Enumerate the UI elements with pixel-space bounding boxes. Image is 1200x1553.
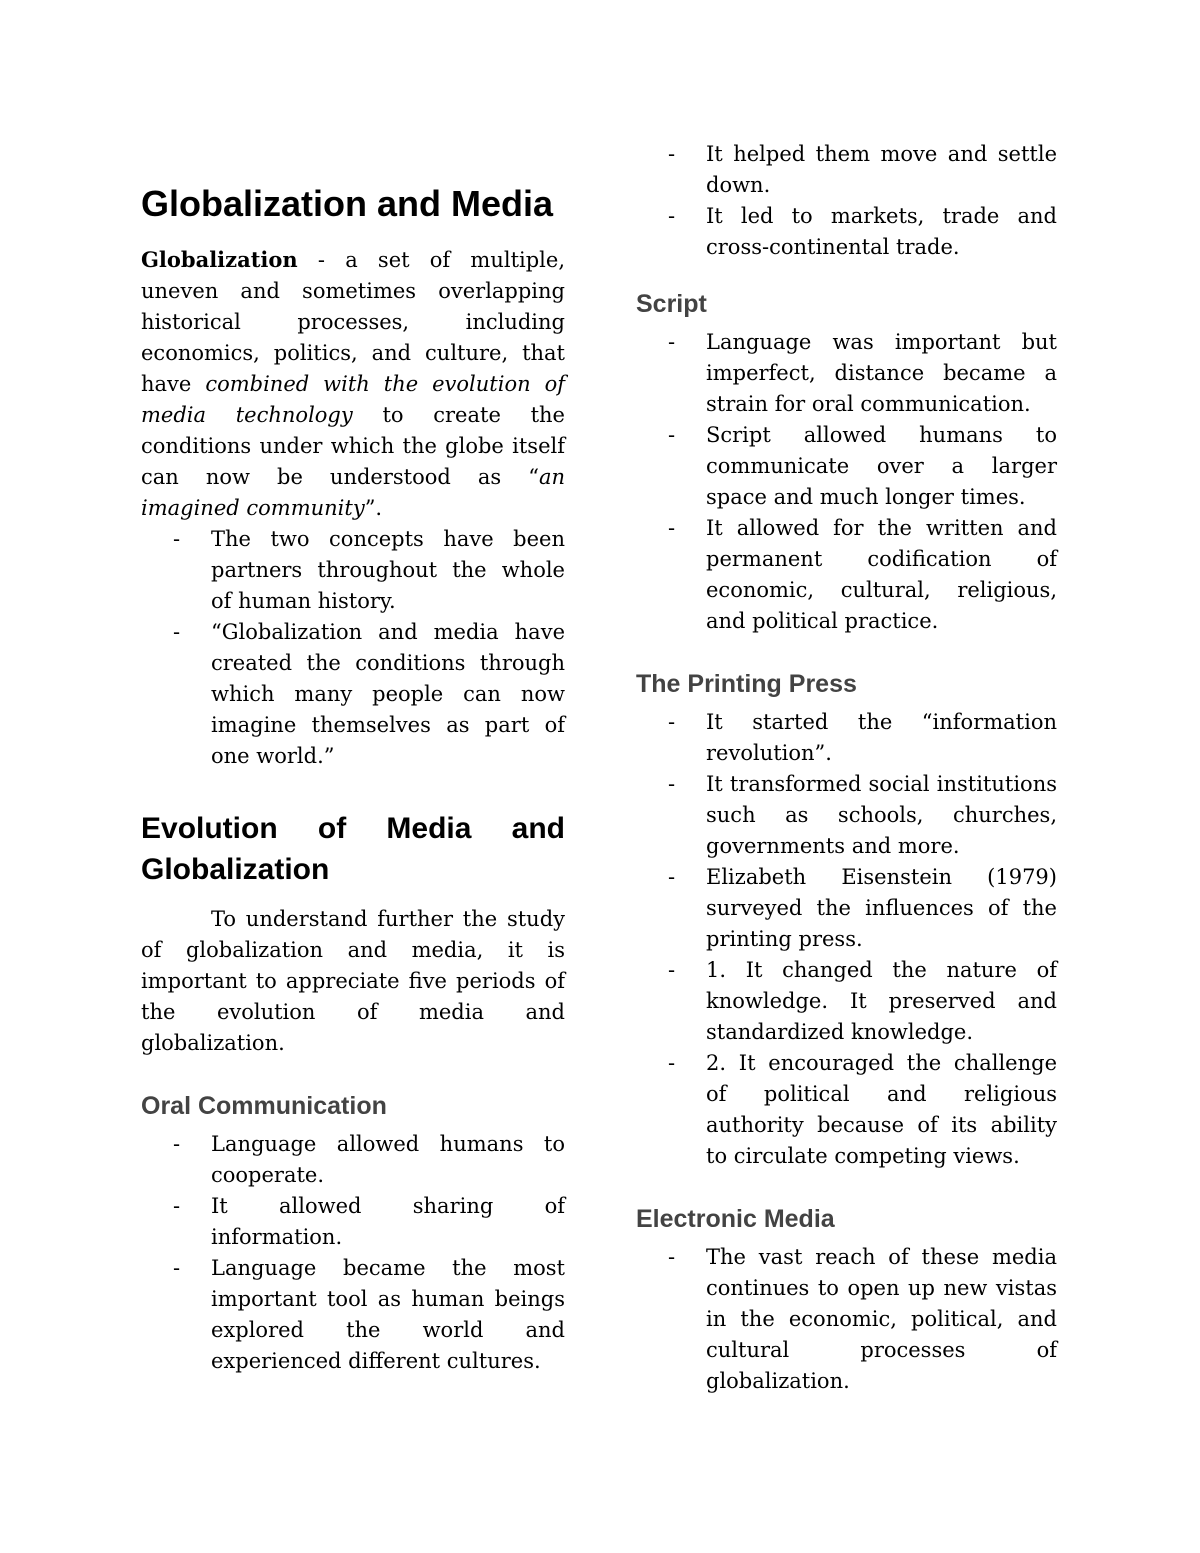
subheading-printing-press: The Printing Press: [636, 670, 857, 698]
subheading-oral-communication: Oral Communication: [141, 1092, 387, 1120]
list-item: - Language became the most important tool as human beings explored the world and experienced different cultures.: [211, 1253, 565, 1377]
left-column: [141, 178, 565, 1377]
subheading-script: Script: [636, 290, 707, 318]
electronic-bullet-list: [636, 1242, 1057, 1397]
list-item: - It led to markets, trade and cross-continental trade.: [706, 201, 1057, 263]
definition-bullet-list: [141, 524, 565, 772]
list-item: - Elizabeth Eisenstein (1979) surveyed the influences of the printing press.: [706, 862, 1057, 955]
heading-line: Globalization: [141, 853, 330, 886]
subheading-electronic-media: Electronic Media: [636, 1205, 835, 1233]
list-item: - It allowed sharing of information.: [211, 1191, 565, 1253]
definition-text: ”.: [364, 496, 383, 520]
definition-text: - a set of multiple, uneven and sometimes overlapping historical processes, including economics, politics, and culture, that have: [141, 248, 565, 396]
oral-bullet-list-continued: [636, 139, 1057, 263]
definition-text: to create the conditions under which the globe itself can now be understood as “: [141, 403, 565, 489]
definition-term: Globalization: [141, 247, 298, 272]
list-item: - The two concepts have been partners throughout the whole of human history.: [211, 524, 565, 617]
definition-emphasis: combined with the evolution of media technology: [141, 372, 565, 427]
oral-bullet-list: [141, 1129, 565, 1377]
list-item: - It helped them move and settle down.: [706, 139, 1057, 201]
list-item: - “Globalization and media have created the conditions through which many people can now imagine themselves as part of one world.”: [211, 617, 565, 772]
list-item: - It started the “information revolution”.: [706, 707, 1057, 769]
printing-bullet-list: [636, 707, 1057, 1172]
list-item: - 1. It changed the nature of knowledge. It preserved and standardized knowledge.: [706, 955, 1057, 1048]
definition-emphasis: an imagined community: [141, 465, 565, 520]
list-item: - It allowed for the written and permanent codification of economic, cultural, religious, and political practice.: [706, 513, 1057, 637]
list-item: - It transformed social institutions such as schools, churches, governments and more.: [706, 769, 1057, 862]
list-item: - The vast reach of these media continues to open up new vistas in the economic, political, and cultural processes of globalization.: [706, 1242, 1057, 1397]
document-title: Globalization and Media: [141, 183, 554, 224]
section-heading-evolution: [141, 808, 565, 890]
right-column: [636, 139, 1057, 1397]
list-item: - Script allowed humans to communicate over a larger space and much longer times.: [706, 420, 1057, 513]
definition-paragraph: [141, 244, 565, 524]
list-item: - Language was important but imperfect, distance became a strain for oral communication.: [706, 327, 1057, 420]
list-item: - 2. It encouraged the challenge of political and religious authority because of its ability to circulate competing views.: [706, 1048, 1057, 1172]
list-item: - Language allowed humans to cooperate.: [211, 1129, 565, 1191]
heading-line: Evolution of Media and: [141, 812, 565, 845]
script-bullet-list: [636, 327, 1057, 637]
evolution-intro: To understand further the study of globalization and media, it is important to appreciate five periods of the evolution of media and globalization.: [141, 907, 565, 1055]
